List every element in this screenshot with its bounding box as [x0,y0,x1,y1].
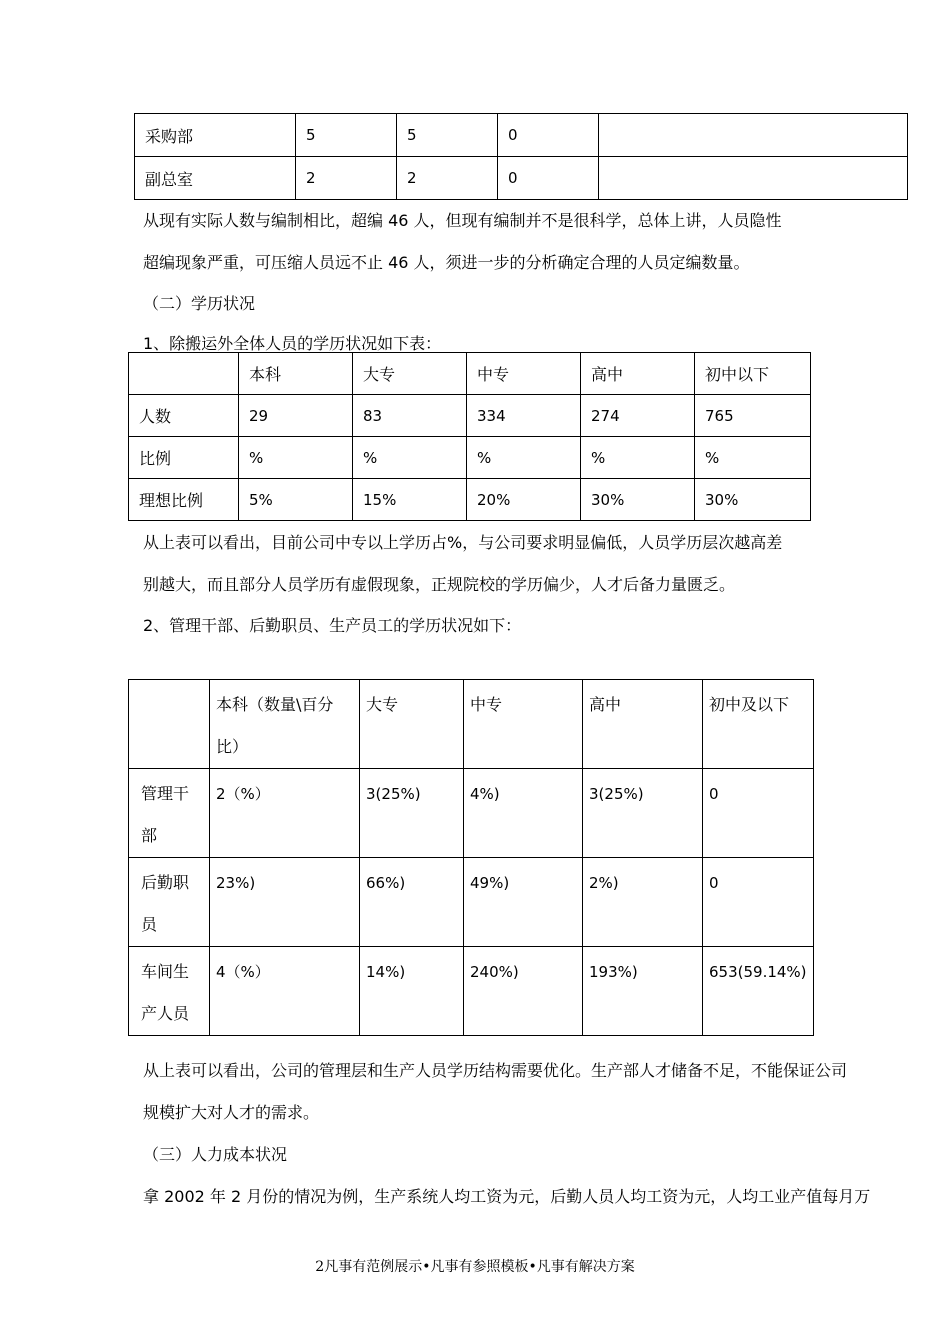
table-header-row [129,680,814,769]
table-cell: 比例 [129,437,239,479]
table-cell: 2 [296,157,397,200]
table-cell: 采购部 [135,114,296,157]
table-cell: 4%) [464,769,583,858]
table-row [135,157,908,200]
table-cell [599,114,908,157]
table-cell: 83 [353,395,467,437]
paragraph-line: 从现有实际人数与编制相比，超编 46 人，但现有编制并不是很科学，总体上讲，人员隐性 [143,211,782,230]
table-cell: 0 [498,114,599,157]
table-cell: 4（%） [210,947,360,1036]
education-by-group-table [128,679,814,1036]
table-cell: 2（%） [210,769,360,858]
table-row [129,437,811,479]
table-cell: 2 [397,157,498,200]
table-cell: 2%) [583,858,703,947]
page-footer: 2凡事有范例展示•凡事有参照模板•凡事有解决方案 [315,1259,635,1275]
table-cell: % [353,437,467,479]
paragraph-line: 别越大，而且部分人员学历有虚假现象，正规院校的学历偏少，人才后备力量匮乏。 [143,575,736,594]
table-header-cell: 高中 [583,680,703,769]
table-cell: 653(59.14%) [703,947,814,1036]
table-header-cell: 中专 [464,680,583,769]
table-cell: 29 [239,395,353,437]
subheading: 2、管理干部、后勤职员、生产员工的学历状况如下： [143,616,522,635]
table-cell: 193%) [583,947,703,1036]
table-cell: 30% [695,479,811,521]
table-cell: 管理干部 [129,769,210,858]
paragraph-line: 从上表可以看出，目前公司中专以上学历占%，与公司要求明显偏低，人员学历层次越高差 [143,533,783,552]
table-cell: % [695,437,811,479]
table-cell: 3(25%) [360,769,464,858]
table-cell: 240%) [464,947,583,1036]
table-cell: 5 [397,114,498,157]
paragraph-line: 超编现象严重，可压缩人员远不止 46 人，须进一步的分析确定合理的人员定编数量。 [143,253,750,272]
table-cell: 334 [467,395,581,437]
table-header-cell: 本科 [239,353,353,395]
table-cell: 副总室 [135,157,296,200]
table-row [129,395,811,437]
table-cell: % [581,437,695,479]
table-header-cell: 高中 [581,353,695,395]
table-cell: 14%) [360,947,464,1036]
paragraph-line: 从上表可以看出，公司的管理层和生产人员学历结构需要优化。生产部人才储备不足，不能保证公司 [143,1061,848,1080]
paragraph-line: 拿 2002 年 2 月份的情况为例，生产系统人均工资为元，后勤人员人均工资为元，人均工业产值每月万 [143,1187,871,1206]
table-cell: 3(25%) [583,769,703,858]
table-header-cell: 初中及以下 [703,680,814,769]
subheading: 1、除搬运外全体人员的学历状况如下表： [143,334,442,353]
table-header-cell: 初中以下 [695,353,811,395]
table-cell [599,157,908,200]
table-cell: 23%) [210,858,360,947]
staffing-table [134,113,908,200]
table-header-cell: 中专 [467,353,581,395]
section-heading: （二）学历状况 [143,294,256,313]
table-cell: 5 [296,114,397,157]
table-cell: 15% [353,479,467,521]
table-row [135,114,908,157]
table-row [129,947,814,1036]
table-header-cell: 本科（数量\百分比） [210,680,360,769]
table-header-cell: 大专 [353,353,467,395]
table-header-row [129,353,811,395]
education-table [128,352,811,521]
table-cell: 车间生产人员 [129,947,210,1036]
table-header-cell [129,353,239,395]
table-cell: 274 [581,395,695,437]
table-cell: % [239,437,353,479]
table-row [129,479,811,521]
table-row [129,858,814,947]
table-cell: 20% [467,479,581,521]
table-cell: 0 [703,769,814,858]
table-cell: 后勤职员 [129,858,210,947]
table-header-cell [129,680,210,769]
table-cell: 30% [581,479,695,521]
table-row [129,769,814,858]
table-cell: 0 [498,157,599,200]
table-cell: 765 [695,395,811,437]
table-cell: 5% [239,479,353,521]
table-header-cell: 大专 [360,680,464,769]
paragraph-line: 规模扩大对人才的需求。 [143,1103,320,1122]
table-cell: % [467,437,581,479]
table-cell: 0 [703,858,814,947]
table-cell: 人数 [129,395,239,437]
section-heading: （三）人力成本状况 [143,1145,288,1164]
table-cell: 理想比例 [129,479,239,521]
table-cell: 66%) [360,858,464,947]
table-cell: 49%) [464,858,583,947]
